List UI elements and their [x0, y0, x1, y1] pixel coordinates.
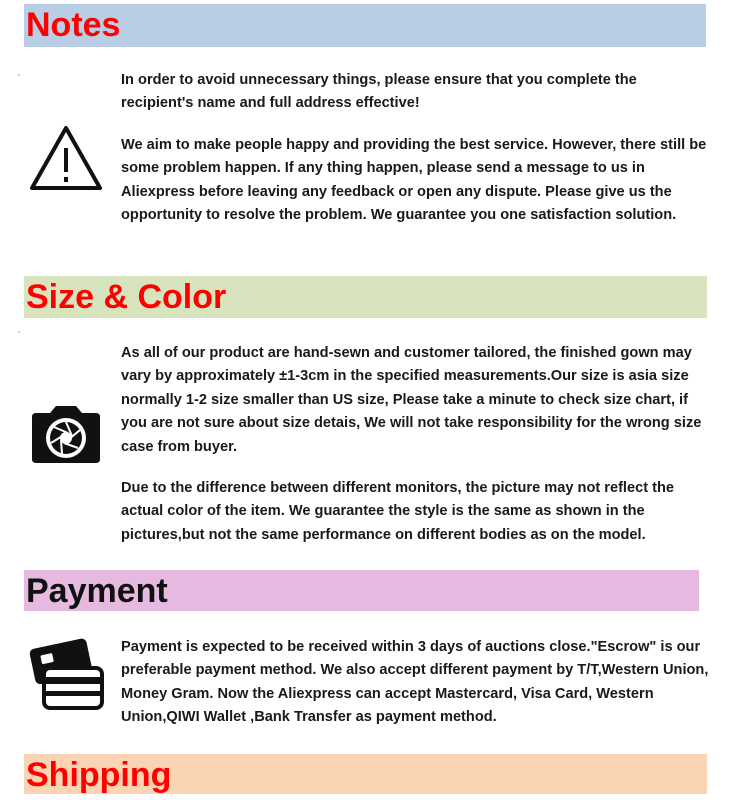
artifact-dot — [18, 331, 20, 333]
size-color-heading: Size & Color — [24, 276, 707, 318]
notes-heading: Notes — [24, 4, 706, 47]
notes-paragraph-address: In order to avoid unnecessary things, please ensure that you complete the recipient's name and full address effective! — [121, 72, 637, 112]
credit-card-icon — [28, 636, 106, 712]
payment-heading: Payment — [24, 570, 699, 611]
payment-paragraph: Payment is expected to be received within 3 days of auctions close."Escrow" is our preferable payment method. We also accept different payment by T/T,Western Union, Money Gram. Now the Aliexpress can accept Mastercard, Visa Card, Western Union,QIWI Wallet ,Bank Transfer as payment method. — [121, 639, 709, 726]
warning-icon — [28, 124, 104, 192]
color-paragraph: Due to the difference between different monitors, the picture may not reflect the actual color of the item. We guarantee the style is the same as shown in the pictures,but not the same performance on different bodies as on the model. — [121, 480, 675, 543]
notes-paragraph-service: We aim to make people happy and providing the best service. However, there still be some problem happen. If any thing happen, please send a message to us in Aliexpress before leaving any feedback or open any dispute. Please give us the opportunity to resolve the problem. We guarantee you one satisfaction solution. — [121, 137, 707, 224]
size-paragraph: As all of our product are hand-sewn and customer tailored, the finished gown may vary by approximately ±1-3cm in the specified measurements.Our size is asia size normally 1-2 size smaller than US size, Please take a minute to check size chart, if you are not sure about size detais, We will not take responsibility for the wrong size case from buyer. — [121, 345, 702, 455]
shipping-heading: Shipping — [24, 754, 707, 794]
artifact-dot — [18, 74, 20, 76]
camera-icon — [28, 403, 104, 465]
